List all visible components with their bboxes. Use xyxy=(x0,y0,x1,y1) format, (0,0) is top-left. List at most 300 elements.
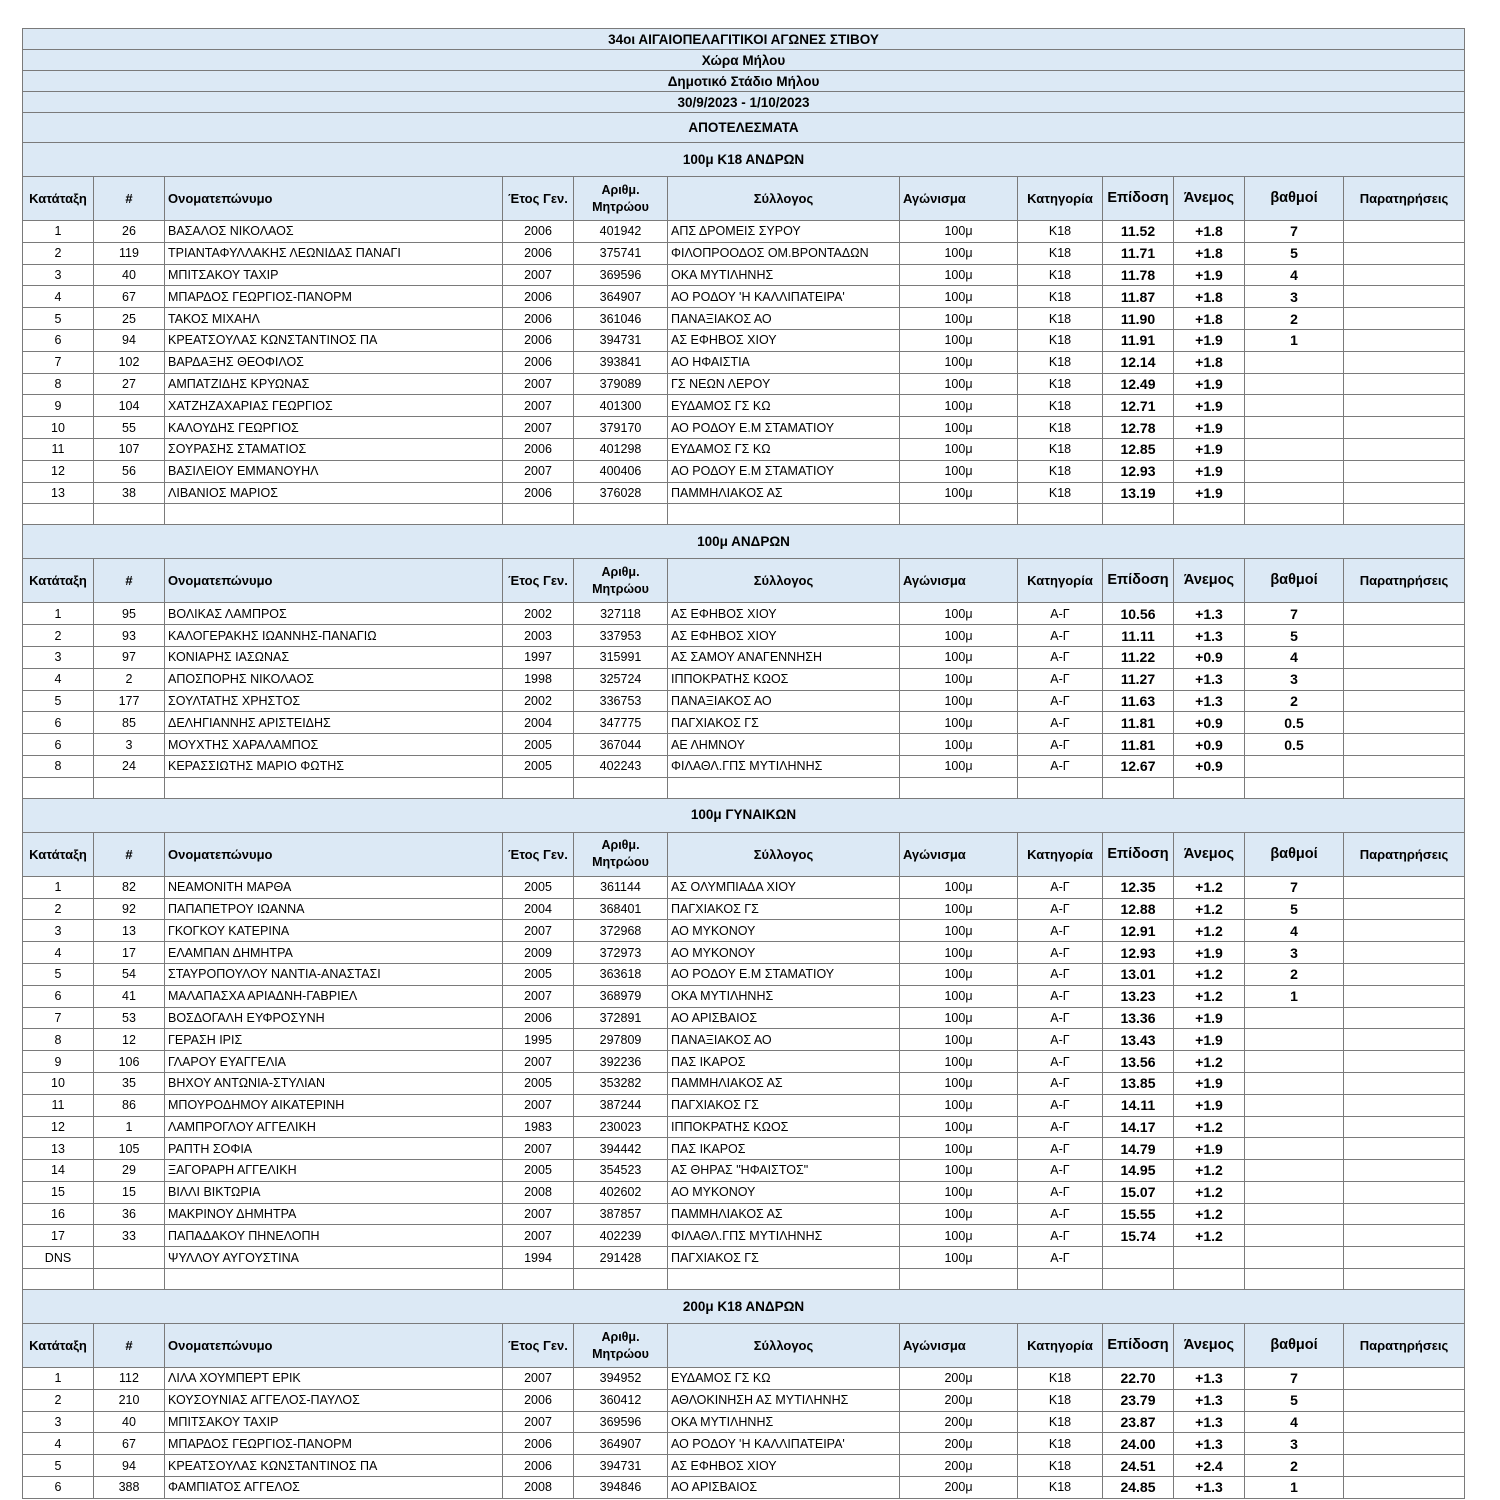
cell-category: Α-Γ xyxy=(1018,646,1103,668)
cell-wind: +1.2 xyxy=(1174,898,1245,920)
cell-club: ΠΑΣ ΙΚΑΡΟΣ xyxy=(668,1051,900,1073)
spacer-cell xyxy=(1174,504,1245,525)
cell-rank: 6 xyxy=(23,1477,94,1499)
spacer-cell xyxy=(23,777,94,798)
cell-registry-no: 401942 xyxy=(574,221,668,243)
cell-event: 100μ xyxy=(900,876,1018,898)
cell-points: 5 xyxy=(1245,625,1344,647)
cell-performance: 13.19 xyxy=(1103,482,1174,504)
spacer-row xyxy=(23,504,1465,525)
cell-wind: +1.9 xyxy=(1174,1072,1245,1094)
cell-name: ΜΑΚΡΙΝΟΥ ΔΗΜΗΤΡΑ xyxy=(165,1203,503,1225)
cell-event: 100μ xyxy=(900,1051,1018,1073)
cell-rank: 1 xyxy=(23,603,94,625)
column-header-performance: Επίδοση xyxy=(1103,177,1174,221)
cell-registry-no: 364907 xyxy=(574,1433,668,1455)
cell-notes xyxy=(1344,1072,1465,1094)
cell-birth-year: 1983 xyxy=(503,1116,574,1138)
spacer-cell xyxy=(574,777,668,798)
cell-birth-year: 2008 xyxy=(503,1181,574,1203)
cell-club: ΑΣ ΘΗΡΑΣ "ΗΦΑΙΣΤΟΣ" xyxy=(668,1160,900,1182)
spacer-cell xyxy=(503,504,574,525)
cell-category: Α-Γ xyxy=(1018,755,1103,777)
cell-event: 100μ xyxy=(900,1072,1018,1094)
cell-event: 200μ xyxy=(900,1411,1018,1433)
cell-notes xyxy=(1344,329,1465,351)
cell-bib: 67 xyxy=(94,1433,165,1455)
cell-bib: 104 xyxy=(94,395,165,417)
cell-club: ΟΚΑ ΜΥΤΙΛΗΝΗΣ xyxy=(668,264,900,286)
cell-event: 100μ xyxy=(900,417,1018,439)
cell-bib: 388 xyxy=(94,1477,165,1499)
cell-rank: 12 xyxy=(23,460,94,482)
cell-rank: 1 xyxy=(23,1368,94,1390)
cell-category: Κ18 xyxy=(1018,1433,1103,1455)
column-header-club: Σύλλογος xyxy=(668,832,900,876)
cell-performance: 14.79 xyxy=(1103,1138,1174,1160)
column-header-notes: Παρατηρήσεις xyxy=(1344,1324,1465,1368)
cell-birth-year: 2005 xyxy=(503,1160,574,1182)
table-row xyxy=(23,373,1465,395)
column-header-points: βαθμοί xyxy=(1245,832,1344,876)
cell-name: ΜΟΥΧΤΗΣ ΧΑΡΑΛΑΜΠΟΣ xyxy=(165,734,503,756)
cell-club: ΦΙΛΑΘΛ.ΓΠΣ ΜΥΤΙΛΗΝΗΣ xyxy=(668,1225,900,1247)
cell-performance: 11.27 xyxy=(1103,668,1174,690)
cell-club: ΑΣ ΕΦΗΒΟΣ ΧΙΟΥ xyxy=(668,329,900,351)
cell-category: Α-Γ xyxy=(1018,1138,1103,1160)
column-header-category: Κατηγορία xyxy=(1018,177,1103,221)
cell-birth-year: 2005 xyxy=(503,963,574,985)
cell-bib: 13 xyxy=(94,920,165,942)
cell-birth-year: 2009 xyxy=(503,942,574,964)
cell-rank: 13 xyxy=(23,482,94,504)
cell-rank: 6 xyxy=(23,985,94,1007)
cell-name: ΚΟΝΙΑΡΗΣ ΙΑΣΩΝΑΣ xyxy=(165,646,503,668)
cell-rank: 17 xyxy=(23,1225,94,1247)
cell-wind: +2.4 xyxy=(1174,1455,1245,1477)
cell-registry-no: 360412 xyxy=(574,1389,668,1411)
spacer-cell xyxy=(1344,504,1465,525)
cell-notes xyxy=(1344,373,1465,395)
cell-registry-no: 230023 xyxy=(574,1116,668,1138)
column-header-club: Σύλλογος xyxy=(668,559,900,603)
cell-bib: 210 xyxy=(94,1389,165,1411)
cell-category: Α-Γ xyxy=(1018,712,1103,734)
cell-registry-no: 394731 xyxy=(574,1455,668,1477)
cell-event: 100μ xyxy=(900,395,1018,417)
cell-birth-year: 2006 xyxy=(503,286,574,308)
cell-points xyxy=(1245,460,1344,482)
cell-points: 5 xyxy=(1245,898,1344,920)
spacer-cell xyxy=(503,777,574,798)
cell-name: ΚΕΡΑΣΣΙΩΤΗΣ ΜΑΡΙΟ ΦΩΤΗΣ xyxy=(165,755,503,777)
cell-event: 100μ xyxy=(900,668,1018,690)
cell-event: 100μ xyxy=(900,1160,1018,1182)
cell-wind: +1.3 xyxy=(1174,603,1245,625)
cell-points: 2 xyxy=(1245,308,1344,330)
cell-bib: 95 xyxy=(94,603,165,625)
table-row xyxy=(23,1072,1465,1094)
cell-notes xyxy=(1344,1225,1465,1247)
cell-registry-no: 291428 xyxy=(574,1247,668,1269)
column-header-row xyxy=(23,177,1465,221)
column-header-category: Κατηγορία xyxy=(1018,1324,1103,1368)
cell-performance xyxy=(1103,1247,1174,1269)
cell-bib: 94 xyxy=(94,1455,165,1477)
cell-name: ΓΕΡΑΣΗ ΙΡΙΣ xyxy=(165,1029,503,1051)
cell-performance: 15.07 xyxy=(1103,1181,1174,1203)
cell-registry-no: 387244 xyxy=(574,1094,668,1116)
cell-birth-year: 2005 xyxy=(503,755,574,777)
cell-points: 5 xyxy=(1245,1389,1344,1411)
cell-club: ΠΑΓΧΙΑΚΟΣ ΓΣ xyxy=(668,1094,900,1116)
cell-points: 4 xyxy=(1245,1411,1344,1433)
spacer-cell xyxy=(668,504,900,525)
cell-notes xyxy=(1344,1389,1465,1411)
cell-name: ΦΑΜΠΙΑΤΟΣ ΑΓΓΕΛΟΣ xyxy=(165,1477,503,1499)
spacer-cell xyxy=(94,1269,165,1290)
cell-performance: 12.78 xyxy=(1103,417,1174,439)
cell-wind: +1.3 xyxy=(1174,625,1245,647)
column-header-event: Αγώνισμα xyxy=(900,177,1018,221)
column-header-birth-year: Έτος Γεν. xyxy=(503,559,574,603)
cell-bib: 112 xyxy=(94,1368,165,1390)
table-row xyxy=(23,985,1465,1007)
cell-club: ΑΠΣ ΔΡΟΜΕΙΣ ΣΥΡΟΥ xyxy=(668,221,900,243)
cell-registry-no: 402243 xyxy=(574,755,668,777)
cell-birth-year: 2006 xyxy=(503,221,574,243)
cell-category: Κ18 xyxy=(1018,482,1103,504)
cell-category: Α-Γ xyxy=(1018,1203,1103,1225)
event-title: 200μ Κ18 ΑΝΔΡΩΝ xyxy=(23,1290,1465,1324)
cell-club: ΦΙΛΑΘΛ.ΓΠΣ ΜΥΤΙΛΗΝΗΣ xyxy=(668,755,900,777)
cell-rank: 2 xyxy=(23,625,94,647)
cell-club: ΟΚΑ ΜΥΤΙΛΗΝΗΣ xyxy=(668,1411,900,1433)
cell-rank: 4 xyxy=(23,942,94,964)
column-header-club: Σύλλογος xyxy=(668,177,900,221)
cell-rank: 3 xyxy=(23,264,94,286)
cell-bib: 38 xyxy=(94,482,165,504)
column-header-event: Αγώνισμα xyxy=(900,559,1018,603)
cell-name: ΚΡΕΑΤΣΟΥΛΑΣ ΚΩΝΣΤΑΝΤΙΝΟΣ ΠΑ xyxy=(165,329,503,351)
cell-club: ΑΟ ΡΟΔΟΥ 'Η ΚΑΛΛΙΠΑΤΕΙΡΑ' xyxy=(668,1433,900,1455)
cell-club: ΑΟ ΜΥΚΟΝΟΥ xyxy=(668,1181,900,1203)
cell-registry-no: 372968 xyxy=(574,920,668,942)
cell-bib xyxy=(94,1247,165,1269)
cell-registry-no: 368979 xyxy=(574,985,668,1007)
cell-birth-year: 2008 xyxy=(503,1477,574,1499)
cell-bib: 40 xyxy=(94,1411,165,1433)
cell-points: 3 xyxy=(1245,942,1344,964)
cell-name: ΒΟΛΙΚΑΣ ΛΑΜΠΡΟΣ xyxy=(165,603,503,625)
cell-bib: 24 xyxy=(94,755,165,777)
cell-rank: 8 xyxy=(23,1029,94,1051)
cell-bib: 119 xyxy=(94,242,165,264)
cell-category: Κ18 xyxy=(1018,221,1103,243)
cell-category: Α-Γ xyxy=(1018,1247,1103,1269)
cell-registry-no: 402602 xyxy=(574,1181,668,1203)
cell-rank: 10 xyxy=(23,417,94,439)
spacer-cell xyxy=(1018,777,1103,798)
cell-notes xyxy=(1344,734,1465,756)
cell-bib: 40 xyxy=(94,264,165,286)
cell-wind: +1.2 xyxy=(1174,1225,1245,1247)
cell-notes xyxy=(1344,712,1465,734)
cell-category: Κ18 xyxy=(1018,242,1103,264)
cell-registry-no: 327118 xyxy=(574,603,668,625)
cell-event: 100μ xyxy=(900,438,1018,460)
cell-bib: 25 xyxy=(94,308,165,330)
cell-club: ΕΥΔΑΜΟΣ ΓΣ ΚΩ xyxy=(668,395,900,417)
cell-performance: 12.14 xyxy=(1103,351,1174,373)
cell-rank: 4 xyxy=(23,1433,94,1455)
results-label-row xyxy=(23,113,1465,143)
cell-name: ΣΤΑΥΡΟΠΟΥΛΟΥ ΝΑΝΤΙΑ-ΑΝΑΣΤΑΣΙ xyxy=(165,963,503,985)
cell-wind: +1.3 xyxy=(1174,1389,1245,1411)
cell-event: 100μ xyxy=(900,221,1018,243)
cell-notes xyxy=(1344,1455,1465,1477)
cell-points xyxy=(1245,1225,1344,1247)
event-title-row xyxy=(23,143,1465,177)
cell-wind: +1.9 xyxy=(1174,1007,1245,1029)
cell-event: 100μ xyxy=(900,603,1018,625)
table-row xyxy=(23,1389,1465,1411)
cell-event: 100μ xyxy=(900,1138,1018,1160)
table-row xyxy=(23,1051,1465,1073)
cell-category: Α-Γ xyxy=(1018,876,1103,898)
cell-notes xyxy=(1344,755,1465,777)
table-row xyxy=(23,329,1465,351)
cell-notes xyxy=(1344,351,1465,373)
cell-category: Α-Γ xyxy=(1018,1029,1103,1051)
cell-registry-no: 363618 xyxy=(574,963,668,985)
cell-name: ΒΟΣΔΟΓΑΛΗ ΕΥΦΡΟΣΥΝΗ xyxy=(165,1007,503,1029)
results-table xyxy=(22,28,1465,1499)
cell-points: 2 xyxy=(1245,690,1344,712)
cell-notes xyxy=(1344,876,1465,898)
cell-performance: 11.52 xyxy=(1103,221,1174,243)
cell-rank: 2 xyxy=(23,1389,94,1411)
table-row xyxy=(23,460,1465,482)
cell-club: ΑΟ ΡΟΔΟΥ Ε.Μ ΣΤΑΜΑΤΙΟΥ xyxy=(668,963,900,985)
cell-birth-year: 2005 xyxy=(503,734,574,756)
cell-points: 1 xyxy=(1245,985,1344,1007)
cell-category: Α-Γ xyxy=(1018,963,1103,985)
cell-notes xyxy=(1344,920,1465,942)
cell-registry-no: 375741 xyxy=(574,242,668,264)
cell-registry-no: 394952 xyxy=(574,1368,668,1390)
cell-event: 100μ xyxy=(900,920,1018,942)
cell-wind: +1.9 xyxy=(1174,1094,1245,1116)
table-row xyxy=(23,734,1465,756)
column-header-notes: Παρατηρήσεις xyxy=(1344,559,1465,603)
cell-birth-year: 2007 xyxy=(503,1051,574,1073)
cell-event: 100μ xyxy=(900,460,1018,482)
meet-dates-row xyxy=(23,92,1465,113)
cell-rank: 3 xyxy=(23,646,94,668)
cell-club: ΑΘΛΟΚΙΝΗΣΗ ΑΣ ΜΥΤΙΛΗΝΗΣ xyxy=(668,1389,900,1411)
cell-notes xyxy=(1344,898,1465,920)
cell-name: ΠΑΠΑΠΕΤΡΟΥ ΙΩΑΝΝΑ xyxy=(165,898,503,920)
table-row xyxy=(23,1007,1465,1029)
column-header-notes: Παρατηρήσεις xyxy=(1344,177,1465,221)
cell-points: 4 xyxy=(1245,646,1344,668)
cell-wind: +1.9 xyxy=(1174,373,1245,395)
cell-name: ΒΗΧΟΥ ΑΝΤΩΝΙΑ-ΣΤΥΛΙΑΝ xyxy=(165,1072,503,1094)
cell-event: 100μ xyxy=(900,1203,1018,1225)
cell-notes xyxy=(1344,942,1465,964)
cell-event: 100μ xyxy=(900,898,1018,920)
cell-category: Α-Γ xyxy=(1018,985,1103,1007)
cell-category: Κ18 xyxy=(1018,460,1103,482)
cell-points: 7 xyxy=(1245,1368,1344,1390)
cell-birth-year: 2006 xyxy=(503,329,574,351)
spacer-row xyxy=(23,1269,1465,1290)
cell-birth-year: 2007 xyxy=(503,1203,574,1225)
cell-category: Κ18 xyxy=(1018,1477,1103,1499)
cell-notes xyxy=(1344,1007,1465,1029)
cell-wind: +0.9 xyxy=(1174,646,1245,668)
cell-wind: +1.2 xyxy=(1174,1160,1245,1182)
cell-performance: 10.56 xyxy=(1103,603,1174,625)
cell-registry-no: 401298 xyxy=(574,438,668,460)
cell-birth-year: 2006 xyxy=(503,308,574,330)
column-header-event: Αγώνισμα xyxy=(900,1324,1018,1368)
cell-name: ΜΠΑΡΔΟΣ ΓΕΩΡΓΙΟΣ-ΠΑΝΟΡΜ xyxy=(165,286,503,308)
table-row xyxy=(23,876,1465,898)
cell-rank: 9 xyxy=(23,395,94,417)
results-body xyxy=(23,29,1465,1499)
cell-birth-year: 2007 xyxy=(503,373,574,395)
cell-event: 100μ xyxy=(900,646,1018,668)
cell-points: 7 xyxy=(1245,221,1344,243)
cell-name: ΚΡΕΑΤΣΟΥΛΑΣ ΚΩΝΣΤΑΝΤΙΝΟΣ ΠΑ xyxy=(165,1455,503,1477)
cell-name: ΜΠΟΥΡΟΔΗΜΟΥ ΑΙΚΑΤΕΡΙΝΗ xyxy=(165,1094,503,1116)
table-row xyxy=(23,603,1465,625)
cell-performance: 13.43 xyxy=(1103,1029,1174,1051)
table-row xyxy=(23,242,1465,264)
cell-wind: +1.9 xyxy=(1174,395,1245,417)
cell-birth-year: 1998 xyxy=(503,668,574,690)
cell-bib: 2 xyxy=(94,668,165,690)
cell-registry-no: 376028 xyxy=(574,482,668,504)
spacer-cell xyxy=(668,1269,900,1290)
cell-birth-year: 2006 xyxy=(503,242,574,264)
cell-points xyxy=(1245,1247,1344,1269)
cell-bib: 15 xyxy=(94,1181,165,1203)
cell-category: Κ18 xyxy=(1018,438,1103,460)
meet-title: 34οι ΑΙΓΑΙΟΠΕΛΑΓΙΤΙΚΟΙ ΑΓΩΝΕΣ ΣΤΙΒΟΥ xyxy=(23,29,1465,50)
cell-points xyxy=(1245,1072,1344,1094)
cell-notes xyxy=(1344,1138,1465,1160)
cell-birth-year: 2004 xyxy=(503,712,574,734)
cell-event: 100μ xyxy=(900,1029,1018,1051)
cell-category: Κ18 xyxy=(1018,1411,1103,1433)
cell-bib: 1 xyxy=(94,1116,165,1138)
column-header-performance: Επίδοση xyxy=(1103,832,1174,876)
column-header-notes: Παρατηρήσεις xyxy=(1344,832,1465,876)
cell-birth-year: 2006 xyxy=(503,482,574,504)
cell-notes xyxy=(1344,264,1465,286)
cell-wind: +1.2 xyxy=(1174,1116,1245,1138)
cell-birth-year: 2007 xyxy=(503,395,574,417)
cell-category: Κ18 xyxy=(1018,308,1103,330)
cell-event: 100μ xyxy=(900,1247,1018,1269)
cell-name: ΒΑΣΑΛΟΣ ΝΙΚΟΛΑΟΣ xyxy=(165,221,503,243)
column-header-points: βαθμοί xyxy=(1245,559,1344,603)
cell-wind: +1.8 xyxy=(1174,308,1245,330)
cell-name: ΑΠΟΣΠΟΡΗΣ ΝΙΚΟΛΑΟΣ xyxy=(165,668,503,690)
cell-club: ΑΟ ΜΥΚΟΝΟΥ xyxy=(668,920,900,942)
column-header-rank: Κατάταξη xyxy=(23,832,94,876)
cell-points: 1 xyxy=(1245,1477,1344,1499)
cell-name: ΒΑΡΔΑΞΗΣ ΘΕΟΦΙΛΟΣ xyxy=(165,351,503,373)
cell-registry-no: 402239 xyxy=(574,1225,668,1247)
spacer-cell xyxy=(574,504,668,525)
spacer-cell xyxy=(1344,777,1465,798)
column-header-name: Ονοματεπώνυμο xyxy=(165,559,503,603)
cell-name: ΕΛΑΜΠΑΝ ΔΗΜΗΤΡΑ xyxy=(165,942,503,964)
cell-club: ΑΣ ΕΦΗΒΟΣ ΧΙΟΥ xyxy=(668,603,900,625)
cell-points: 7 xyxy=(1245,603,1344,625)
cell-birth-year: 2002 xyxy=(503,690,574,712)
cell-wind: +1.3 xyxy=(1174,1433,1245,1455)
column-header-rank: Κατάταξη xyxy=(23,1324,94,1368)
column-header-wind: Άνεμος xyxy=(1174,1324,1245,1368)
cell-wind: +1.2 xyxy=(1174,1203,1245,1225)
cell-performance: 12.35 xyxy=(1103,876,1174,898)
table-row xyxy=(23,1433,1465,1455)
table-row xyxy=(23,308,1465,330)
cell-club: ΠΑΓΧΙΑΚΟΣ ΓΣ xyxy=(668,712,900,734)
spacer-cell xyxy=(503,1269,574,1290)
table-row xyxy=(23,1138,1465,1160)
spacer-cell xyxy=(1103,777,1174,798)
cell-points: 7 xyxy=(1245,876,1344,898)
column-header-event: Αγώνισμα xyxy=(900,832,1018,876)
cell-rank: 9 xyxy=(23,1051,94,1073)
cell-rank: 2 xyxy=(23,242,94,264)
cell-points xyxy=(1245,1203,1344,1225)
cell-points xyxy=(1245,1160,1344,1182)
column-header-registry-no: Αριθμ. Μητρώου xyxy=(574,559,668,603)
cell-performance: 13.01 xyxy=(1103,963,1174,985)
cell-points xyxy=(1245,1029,1344,1051)
cell-club: ΑΟ ΡΟΔΟΥ Ε.Μ ΣΤΑΜΑΤΙΟΥ xyxy=(668,460,900,482)
spacer-row xyxy=(23,777,1465,798)
cell-registry-no: 325724 xyxy=(574,668,668,690)
event-title-row xyxy=(23,798,1465,832)
cell-registry-no: 387857 xyxy=(574,1203,668,1225)
cell-birth-year: 2006 xyxy=(503,1433,574,1455)
table-row xyxy=(23,1181,1465,1203)
event-title: 100μ ΓΥΝΑΙΚΩΝ xyxy=(23,798,1465,832)
cell-bib: 82 xyxy=(94,876,165,898)
cell-performance: 13.23 xyxy=(1103,985,1174,1007)
cell-event: 100μ xyxy=(900,1007,1018,1029)
cell-name: ΜΠΑΡΔΟΣ ΓΕΩΡΓΙΟΣ-ΠΑΝΟΡΜ xyxy=(165,1433,503,1455)
cell-points xyxy=(1245,438,1344,460)
cell-bib: 102 xyxy=(94,351,165,373)
cell-name: ΛΑΜΠΡΟΓΛΟΥ ΑΓΓΕΛΙΚΗ xyxy=(165,1116,503,1138)
cell-event: 100μ xyxy=(900,690,1018,712)
table-row xyxy=(23,482,1465,504)
cell-rank: 6 xyxy=(23,734,94,756)
cell-event: 100μ xyxy=(900,242,1018,264)
column-header-club: Σύλλογος xyxy=(668,1324,900,1368)
cell-category: Κ18 xyxy=(1018,373,1103,395)
cell-bib: 3 xyxy=(94,734,165,756)
